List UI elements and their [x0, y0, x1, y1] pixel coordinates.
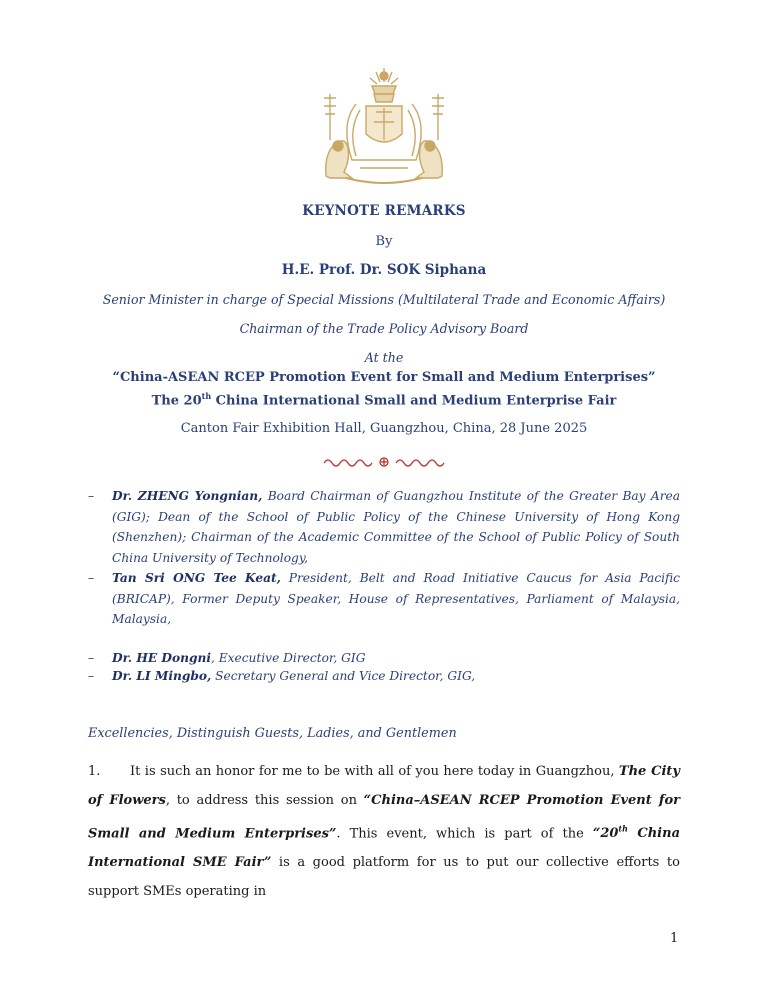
document-title: KEYNOTE REMARKS: [302, 203, 466, 219]
list-item: – Dr. LI Mingbo, Secretary General and Vice Director, GIG,: [88, 669, 476, 683]
speaker-name: H.E. Prof. Dr. SOK Siphana: [281, 262, 487, 278]
venue-line: Canton Fair Exhibition Hall, Guangzhou, China, 28 June 2025: [180, 421, 588, 436]
paragraph-number: 1.: [88, 764, 101, 779]
body-paragraph: 1. It is such an honor for me to be with all of you here today in Guangzhou, The City of Flowers, to address this session on “China–ASEAN RCEP Promotion Event for Small and Medium Enterprises”. This event, which is part of the “20th China International SME Fair” is a good platform for us to put our collective efforts to support SMEs operating in: [88, 757, 680, 906]
at-line: At the: [364, 350, 404, 365]
page-number: 1: [670, 931, 679, 946]
list-item: – Dr. HE Dongni, Executive Director, GIG: [88, 651, 366, 665]
speaker-role-2: Chairman of the Trade Policy Advisory Board: [239, 321, 529, 336]
salutation: Excellencies, Distinguish Guests, Ladies, and Gentlemen: [88, 726, 457, 741]
speaker-role-1: Senior Minister in charge of Special Missions (Multilateral Trade and Economic Affairs): [102, 292, 666, 307]
khmer-divider-ornament: [322, 455, 446, 469]
fair-title: The 20th China International Small and Medium Enterprise Fair: [151, 391, 617, 409]
list-item: – Dr. ZHENG Yongnian, Board Chairman of Guangzhou Institute of the Greater Bay Area (GIG); Dean of the School of Public Policy of the Chinese University of Hong Kong (Shenzhen); Chairman of the Academic Committee of the School of Public Policy of South China University of Technology,: [88, 489, 680, 565]
event-title: “China-ASEAN RCEP Promotion Event for Small and Medium Enterprises”: [112, 370, 656, 385]
list-item: – Tan Sri ONG Tee Keat, President, Belt and Road Initiative Caucus for Asia Pacific (BRICAP), Former Deputy Speaker, House of Representatives, Parliament of Malaysia, Malaysia,: [88, 571, 680, 626]
royal-arms-emblem-icon: [316, 64, 452, 186]
by-line: By: [375, 234, 393, 249]
